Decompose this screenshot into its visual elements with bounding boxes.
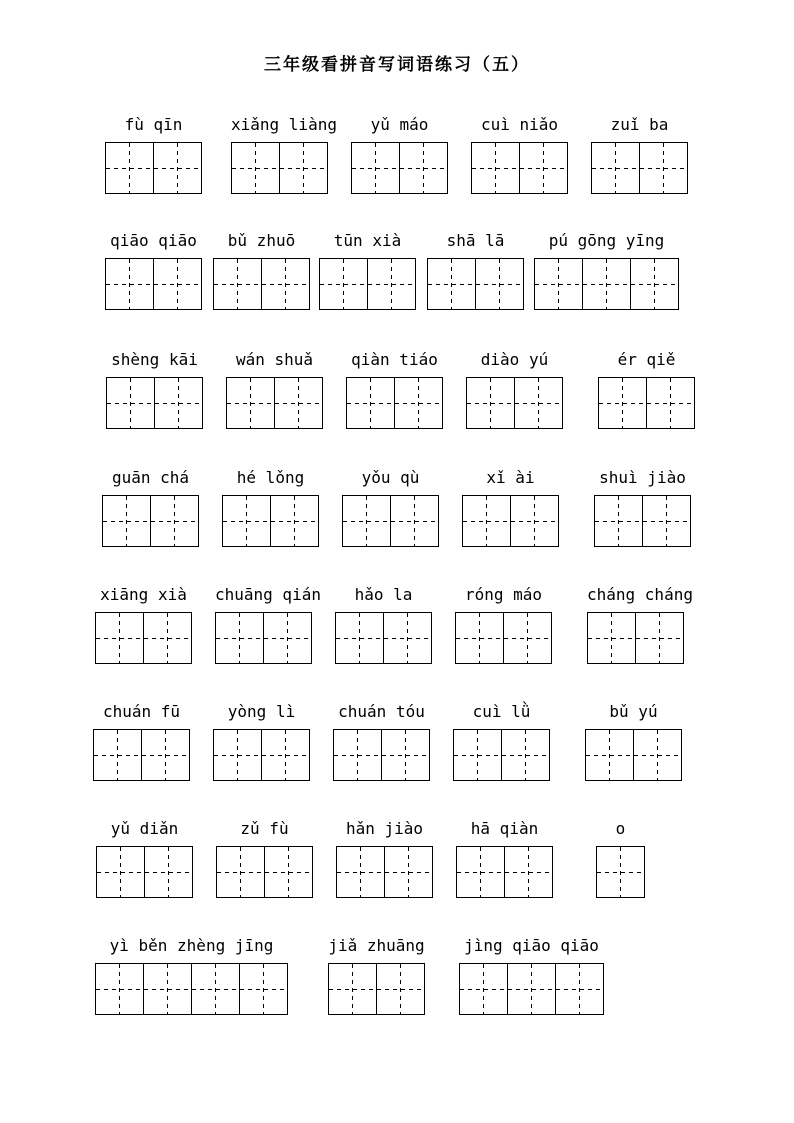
pinyin-label: róng máo [464,585,543,604]
character-box[interactable] [505,847,553,897]
character-box[interactable] [214,730,262,780]
pinyin-label: hé lǒng [236,468,305,487]
tianzige-grid [213,258,310,310]
character-box[interactable] [586,730,634,780]
pinyin-label: pú gōng yīng [548,231,665,250]
character-box[interactable] [347,378,395,428]
pinyin-label: yǔ máo [370,115,429,134]
tianzige-grid [534,258,679,310]
character-box[interactable] [232,143,280,193]
character-box[interactable] [511,496,559,546]
character-box[interactable] [144,613,192,663]
tianzige-grid [594,495,691,547]
pinyin-label: cháng cháng [587,585,693,604]
tianzige-grid [213,729,310,781]
pinyin-label: zuǐ ba [610,115,669,134]
character-box[interactable] [334,730,382,780]
character-box[interactable] [154,259,202,309]
character-box[interactable] [391,496,439,546]
character-box[interactable] [275,378,323,428]
pinyin-label: bǔ yú [609,702,658,721]
tianzige-grid [336,846,433,898]
character-box[interactable] [280,143,328,193]
tianzige-grid [591,142,688,194]
character-box[interactable] [216,613,264,663]
character-box[interactable] [96,613,144,663]
character-box[interactable] [454,730,502,780]
character-box[interactable] [583,259,631,309]
pinyin-label: diào yú [480,350,549,369]
character-box[interactable] [400,143,448,193]
character-box[interactable] [647,378,695,428]
page-title: 三年级看拼音写词语练习（五） [264,55,530,75]
tianzige-grid [453,729,550,781]
pinyin-label: hǎn jiào [345,819,424,838]
character-box[interactable] [106,143,154,193]
tianzige-grid [328,963,425,1015]
pinyin-label: xǐ ài [486,468,535,487]
tianzige-grid [427,258,524,310]
character-box[interactable] [329,964,377,1014]
character-box[interactable] [460,964,508,1014]
character-box[interactable] [502,730,550,780]
pinyin-label: qiàn tiáo [351,350,438,369]
character-box[interactable] [508,964,556,1014]
character-box[interactable] [640,143,688,193]
character-box[interactable] [142,730,190,780]
character-box[interactable] [262,259,310,309]
character-box[interactable] [636,613,684,663]
character-box[interactable] [457,847,505,897]
character-box[interactable] [144,964,192,1014]
pinyin-label: jiǎ zhuāng [328,936,425,955]
pinyin-label: yì běn zhèng jīng [109,936,274,955]
character-box[interactable] [151,496,199,546]
character-box[interactable] [588,613,636,663]
character-box[interactable] [240,964,288,1014]
character-box[interactable] [223,496,271,546]
pinyin-label: yǒu qù [361,468,420,487]
pinyin-label: shā lā [446,231,505,250]
pinyin-label: xiāng xià [100,585,187,604]
pinyin-label: shèng kāi [111,350,198,369]
pinyin-label: o [615,819,626,838]
tianzige-grid [466,377,563,429]
character-box[interactable] [595,496,643,546]
tianzige-grid [226,377,323,429]
pinyin-label: cuì niǎo [480,115,559,134]
character-box[interactable] [352,143,400,193]
pinyin-label: yǔ diǎn [110,819,179,838]
character-box[interactable] [463,496,511,546]
pinyin-label: chuán fū [102,702,181,721]
character-box[interactable] [264,613,312,663]
character-box[interactable] [515,378,563,428]
tianzige-grid [222,495,319,547]
character-box[interactable] [382,730,430,780]
tianzige-grid [102,495,199,547]
character-box[interactable] [320,259,368,309]
character-box[interactable] [106,259,154,309]
pinyin-label: guān chá [111,468,190,487]
pinyin-label: zǔ fù [240,819,289,838]
character-box[interactable] [428,259,476,309]
tianzige-grid [105,142,202,194]
tianzige-grid [471,142,568,194]
character-box[interactable] [597,847,645,897]
pinyin-label: tūn xià [333,231,402,250]
character-box[interactable] [634,730,682,780]
tianzige-grid [215,612,312,664]
tianzige-grid [456,846,553,898]
character-box[interactable] [217,847,265,897]
character-box[interactable] [192,964,240,1014]
character-box[interactable] [343,496,391,546]
character-box[interactable] [556,964,604,1014]
character-box[interactable] [145,847,193,897]
pinyin-label: hǎo la [354,585,413,604]
tianzige-grid [333,729,430,781]
pinyin-label: ér qiě [617,350,676,369]
tianzige-grid [459,963,604,1015]
character-box[interactable] [97,847,145,897]
character-box[interactable] [467,378,515,428]
tianzige-grid [596,846,645,898]
character-box[interactable] [599,378,647,428]
tianzige-grid [335,612,432,664]
character-box[interactable] [154,143,202,193]
tianzige-grid [462,495,559,547]
tianzige-grid [342,495,439,547]
pinyin-label: jìng qiāo qiāo [464,936,599,955]
tianzige-grid [95,612,192,664]
character-box[interactable] [631,259,679,309]
pinyin-label: bǔ zhuō [227,231,296,250]
tianzige-grid [346,377,443,429]
tianzige-grid [231,142,328,194]
tianzige-grid [93,729,190,781]
tianzige-grid [351,142,448,194]
tianzige-grid [319,258,416,310]
character-box[interactable] [520,143,568,193]
pinyin-label: chuāng qián [215,585,321,604]
pinyin-label: cuì lǜ [472,702,531,721]
tianzige-grid [585,729,682,781]
character-box[interactable] [337,847,385,897]
pinyin-label: fù qīn [124,115,183,134]
tianzige-grid [455,612,552,664]
tianzige-grid [587,612,684,664]
character-box[interactable] [107,378,155,428]
character-box[interactable] [368,259,416,309]
pinyin-label: shuì jiào [599,468,686,487]
character-box[interactable] [476,259,524,309]
character-box[interactable] [265,847,313,897]
character-box[interactable] [103,496,151,546]
character-box[interactable] [456,613,504,663]
character-box[interactable] [384,613,432,663]
tianzige-grid [106,377,203,429]
pinyin-label: chuán tóu [338,702,425,721]
character-box[interactable] [377,964,425,1014]
character-box[interactable] [535,259,583,309]
character-box[interactable] [385,847,433,897]
character-box[interactable] [96,964,144,1014]
character-box[interactable] [94,730,142,780]
pinyin-label: wán shuǎ [235,350,314,369]
character-box[interactable] [336,613,384,663]
character-box[interactable] [504,613,552,663]
pinyin-label: xiǎng liàng [231,115,337,134]
tianzige-grid [96,846,193,898]
character-box[interactable] [271,496,319,546]
tianzige-grid [216,846,313,898]
character-box[interactable] [262,730,310,780]
character-box[interactable] [155,378,203,428]
pinyin-label: qiāo qiāo [110,231,197,250]
character-box[interactable] [214,259,262,309]
character-box[interactable] [472,143,520,193]
pinyin-label: yòng lì [227,702,296,721]
character-box[interactable] [227,378,275,428]
tianzige-grid [95,963,288,1015]
tianzige-grid [105,258,202,310]
tianzige-grid [598,377,695,429]
pinyin-label: hā qiàn [470,819,539,838]
character-box[interactable] [643,496,691,546]
character-box[interactable] [395,378,443,428]
character-box[interactable] [592,143,640,193]
